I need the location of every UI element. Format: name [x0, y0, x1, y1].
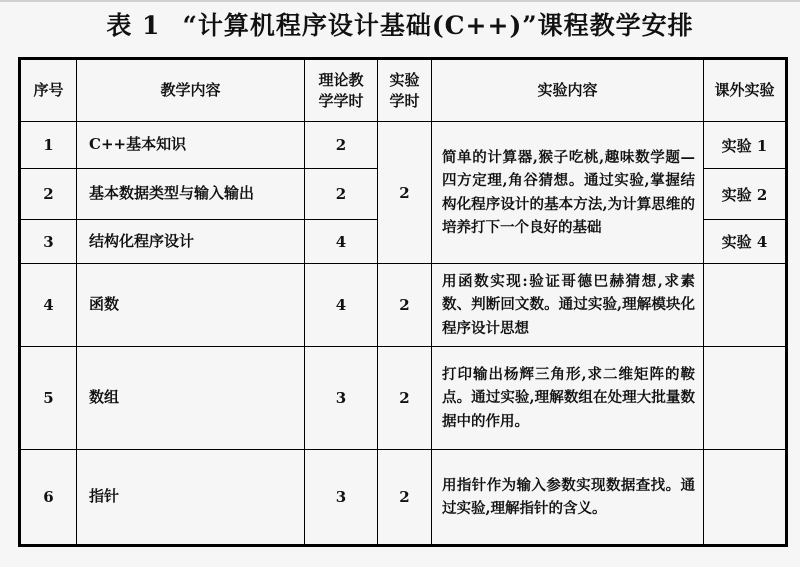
header-content: 教学内容 [77, 59, 305, 122]
cell-seq: 2 [20, 169, 77, 220]
cell-seq: 4 [20, 264, 77, 347]
cell-theory-hours: 2 [305, 169, 378, 220]
cell-content: C++基本知识 [77, 122, 305, 169]
cell-content: 指针 [77, 450, 305, 546]
table-row [20, 264, 787, 347]
header-lab-content: 实验内容 [432, 59, 704, 122]
cell-lab-hours: 2 [378, 122, 432, 264]
table-caption [0, 6, 800, 42]
header-lab-line2: 学时 [389, 91, 420, 110]
header-theory-hours [305, 59, 378, 122]
cell-theory-hours: 2 [305, 122, 378, 169]
cell-seq: 6 [20, 450, 77, 546]
table-row [20, 450, 787, 546]
cell-theory-hours: 3 [305, 347, 378, 450]
cell-content: 函数 [77, 264, 305, 347]
cell-content: 结构化程序设计 [77, 220, 305, 264]
cell-lab-hours: 2 [378, 450, 432, 546]
cell-extra-lab: 实验 4 [704, 220, 787, 264]
table-row [20, 122, 787, 169]
cell-lab-hours: 2 [378, 264, 432, 347]
table-title: “计算机程序设计基础(C++)”课程教学安排 [182, 11, 694, 40]
cell-lab-content: 简单的计算器,猴子吃桃,趣味数学题—四方定理,角谷猜想。通过实验,掌握结构化程序设计的基本方法,为计算思维的培养打下一个良好的基础 [432, 122, 704, 264]
cell-seq: 1 [20, 122, 77, 169]
cell-lab-content: 用指针作为输入参数实现数据查找。通过实验,理解指针的含义。 [432, 450, 704, 546]
header-lab-hours [378, 59, 432, 122]
cell-seq: 5 [20, 347, 77, 450]
cell-content: 基本数据类型与输入输出 [77, 169, 305, 220]
cell-extra-lab: 实验 1 [704, 122, 787, 169]
cell-extra-lab-empty [704, 450, 787, 546]
cell-theory-hours: 3 [305, 450, 378, 546]
header-extra-lab: 课外实验 [704, 59, 787, 122]
cell-seq: 3 [20, 220, 77, 264]
header-seq: 序号 [20, 59, 77, 122]
cell-extra-lab: 实验 2 [704, 169, 787, 220]
cell-theory-hours: 4 [305, 220, 378, 264]
table-row [20, 347, 787, 450]
cell-lab-content: 打印输出杨辉三角形,求二维矩阵的鞍点。通过实验,理解数组在处理大批量数据中的作用。 [432, 347, 704, 450]
header-theory-line2: 学学时 [318, 91, 364, 110]
cell-extra-lab-empty [704, 264, 787, 347]
cell-content: 数组 [77, 347, 305, 450]
header-lab-line1: 实验 [389, 71, 420, 90]
cell-extra-lab-empty [704, 347, 787, 450]
cell-theory-hours: 4 [305, 264, 378, 347]
top-border-strip [0, 0, 800, 2]
table-number: 表 1 [106, 11, 161, 40]
cell-lab-hours: 2 [378, 347, 432, 450]
header-row [20, 59, 787, 122]
header-theory-line1: 理论教 [318, 71, 364, 90]
course-schedule-table [18, 57, 788, 547]
cell-lab-content: 用函数实现:验证哥德巴赫猜想,求素数、判断回文数。通过实验,理解模块化程序设计思想 [432, 264, 704, 347]
